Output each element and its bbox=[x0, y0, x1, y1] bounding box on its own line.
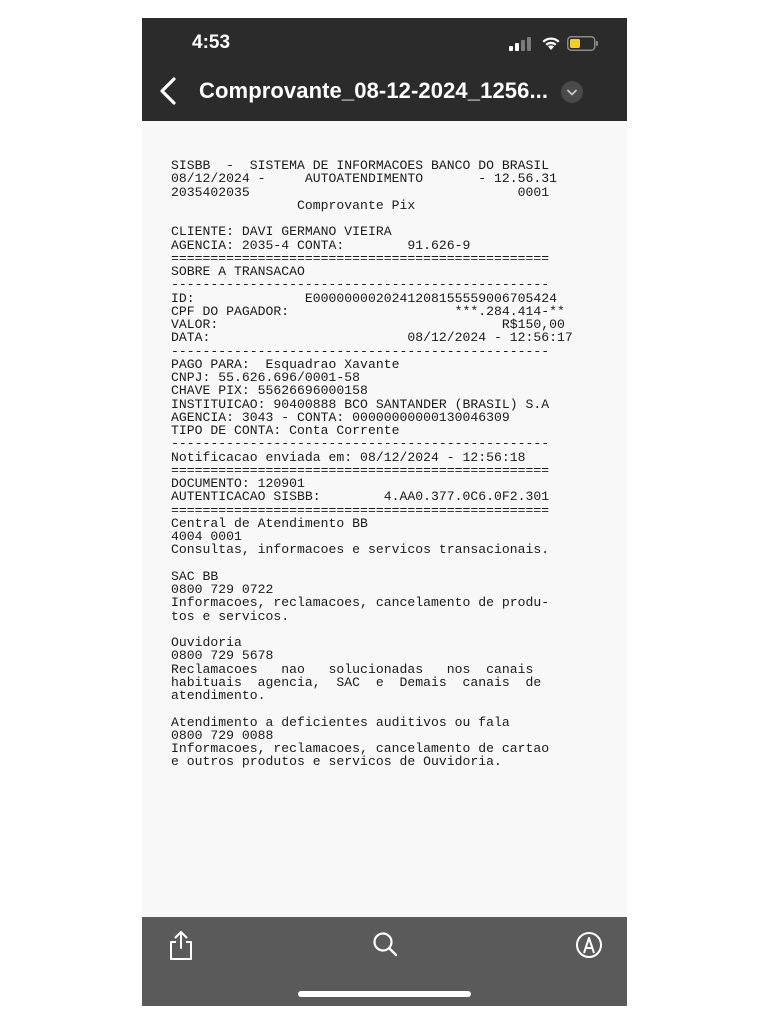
battery-low-icon bbox=[567, 36, 599, 51]
receipt-line: AGENCIA: 2035-4 CONTA: 91.626-9 bbox=[171, 237, 471, 253]
receipt-line: habituais agencia, SAC e Demais canais de bbox=[171, 674, 542, 690]
rule-double: ================================================ bbox=[171, 502, 550, 518]
top-bar bbox=[142, 18, 627, 121]
receipt-line: DATA: 08/12/2024 - 12:56:17 bbox=[171, 330, 573, 346]
receipt-line: SAC BB bbox=[171, 568, 219, 584]
receipt-line: CNPJ: 55.626.696/0001-58 bbox=[171, 370, 361, 385]
receipt-header bbox=[171, 158, 557, 213]
receipt-line: CPF DO PAGADOR: ***.284.414-** bbox=[171, 303, 565, 319]
cellular-signal-icon bbox=[509, 37, 533, 51]
status-time: 4:53 bbox=[192, 32, 231, 53]
rule-double: ================================================ bbox=[171, 250, 550, 266]
rule-double: ================================================ bbox=[171, 462, 550, 478]
notification-line: Notificacao enviada em: 08/12/2024 - 12:56:18 bbox=[171, 449, 526, 465]
title-menu-button[interactable] bbox=[561, 81, 583, 103]
receipt-document bbox=[171, 476, 549, 504]
receipt-line: CLIENTE: DAVI GERMANO VIEIRA bbox=[171, 224, 392, 240]
receipt-contacts bbox=[171, 516, 549, 770]
receipt-line: atendimento. bbox=[171, 688, 266, 703]
receipt-line: VALOR: R$150,00 bbox=[171, 317, 565, 332]
receipt-line: PAGO PARA: Esquadrao Xavante bbox=[171, 356, 400, 372]
receipt-line: 4004 0001 bbox=[171, 529, 242, 544]
receipt-line: 0800 729 0088 bbox=[171, 727, 274, 743]
receipt-line: 2035402035 0001 bbox=[171, 184, 550, 200]
rule-single: ------------------------------------------------ bbox=[171, 343, 550, 359]
receipt-line: Informacoes, reclamacoes, cancelamento de produ- bbox=[171, 595, 550, 611]
receipt-line: AUTENTICACAO SISBB: 4.AA0.377.0C6.0F2.301 bbox=[171, 489, 550, 505]
receipt-transaction bbox=[171, 291, 573, 346]
receipt-line: INSTITUICAO: 90400888 BCO SANTANDER (BRASIL) S.A bbox=[171, 396, 550, 412]
receipt-line: Comprovante Pix bbox=[171, 197, 416, 213]
receipt-line: Consultas, informacoes e servicos transacionais. bbox=[171, 542, 550, 558]
receipt-line: ID: E0000000020241208155559006705424 bbox=[171, 290, 557, 306]
receipt-line: Informacoes, reclamacoes, cancelamento de cartao bbox=[171, 741, 550, 756]
rule-single: ------------------------------------------------ bbox=[171, 277, 550, 293]
status-icons bbox=[499, 34, 599, 54]
document-view[interactable] bbox=[142, 121, 627, 918]
markup-icon[interactable] bbox=[574, 929, 604, 961]
phone-screen bbox=[142, 18, 627, 1006]
receipt-line: SISBB - SISTEMA DE INFORMACOES BANCO DO BRASIL bbox=[171, 158, 550, 173]
bottom-toolbar bbox=[142, 917, 627, 1006]
receipt-line: DOCUMENTO: 120901 bbox=[171, 476, 305, 491]
share-icon[interactable] bbox=[166, 929, 196, 961]
receipt-line: tos e servicos. bbox=[171, 608, 290, 624]
receipt-line: Central de Atendimento BB bbox=[171, 515, 368, 531]
home-indicator bbox=[298, 991, 471, 997]
receipt-line: Ouvidoria bbox=[171, 635, 242, 650]
receipt-line: e outros produtos e servicos de Ouvidoria. bbox=[171, 754, 502, 770]
receipt-line: 08/12/2024 - AUTOATENDIMENTO - 12.56.31 bbox=[171, 171, 557, 187]
receipt-payee bbox=[171, 357, 549, 438]
receipt-line: 0800 729 5678 bbox=[171, 648, 274, 664]
receipt-line: 0800 729 0722 bbox=[171, 582, 274, 597]
receipt-line: Atendimento a deficientes auditivos ou fala bbox=[171, 714, 510, 730]
receipt-line: Reclamacoes nao solucionadas nos canais bbox=[171, 661, 534, 677]
wifi-icon bbox=[541, 35, 561, 51]
pix-receipt bbox=[171, 159, 573, 769]
rule-single: ------------------------------------------------ bbox=[171, 436, 550, 452]
chevron-down-icon bbox=[561, 81, 583, 103]
document-title[interactable]: Comprovante_08-12-2024_1256... bbox=[199, 78, 549, 103]
search-icon[interactable] bbox=[370, 929, 400, 961]
receipt-line: AGENCIA: 3043 - CONTA: 00000000000130046309 bbox=[171, 409, 510, 425]
receipt-client bbox=[171, 224, 470, 252]
back-button[interactable] bbox=[154, 74, 184, 108]
receipt-line: TIPO DE CONTA: Conta Corrente bbox=[171, 423, 400, 438]
receipt-line: CHAVE PIX: 55626696000158 bbox=[171, 383, 368, 399]
section-title: SOBRE A TRANSACAO bbox=[171, 264, 305, 279]
